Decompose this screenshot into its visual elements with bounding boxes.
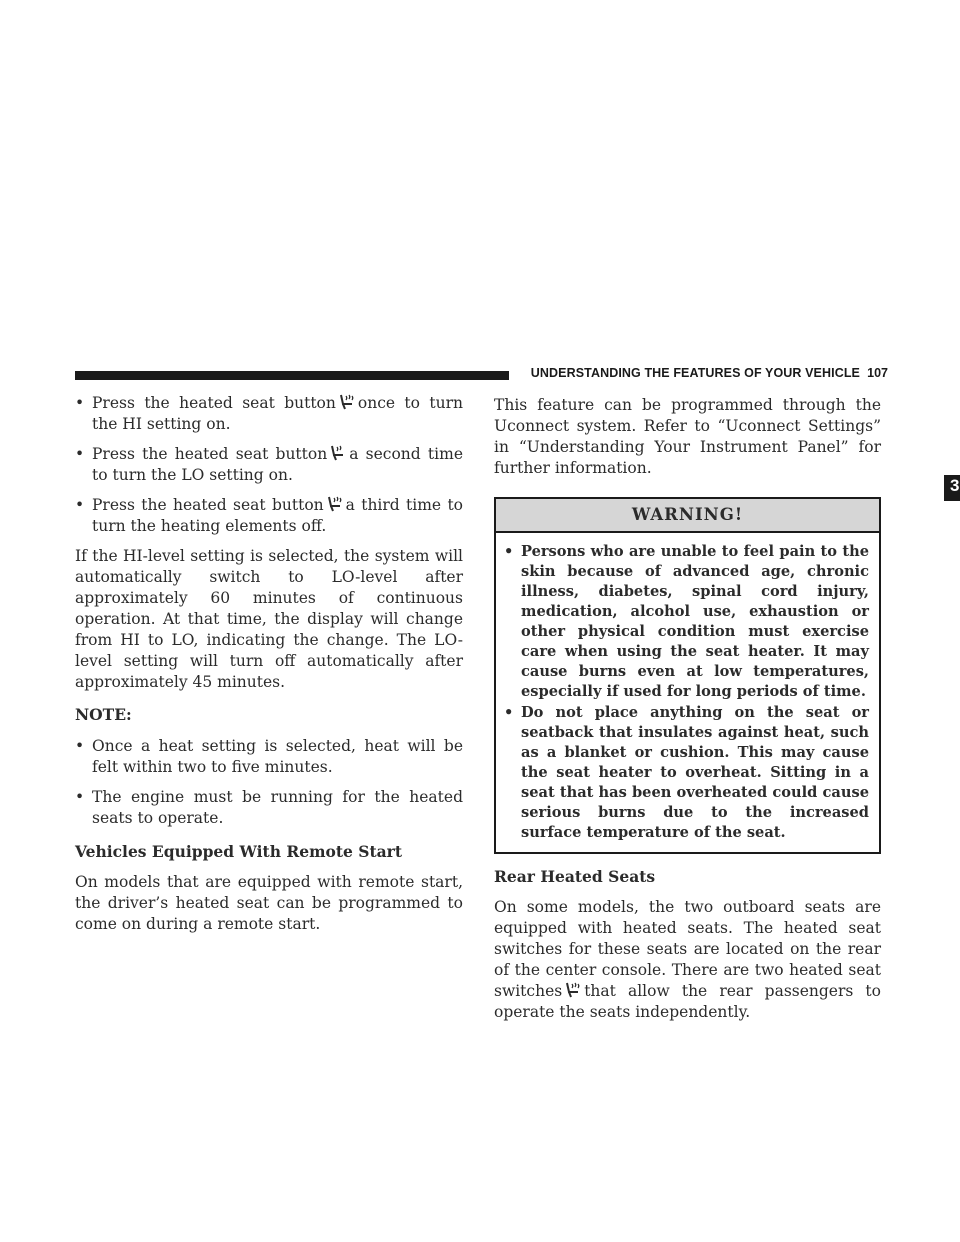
section-heading: Vehicles Equipped With Remote Start bbox=[75, 842, 402, 861]
warning-title: WARNING! bbox=[496, 499, 879, 533]
warning-box bbox=[494, 497, 881, 854]
left-column bbox=[75, 393, 463, 946]
section-heading: Rear Heated Seats bbox=[494, 867, 656, 886]
page-number: 107 bbox=[867, 366, 888, 380]
note-label: NOTE: bbox=[75, 705, 132, 724]
paragraph: This feature can be programmed through the Uconnect system. Refer to “Uconnect Settings” in “Understanding Your Instrument Panel” for further information. bbox=[494, 396, 881, 477]
bullet-icon: • bbox=[75, 788, 85, 806]
heated-seat-icon bbox=[329, 445, 347, 461]
chapter-number: 3 bbox=[950, 476, 960, 495]
paragraph: On some models, the two outboard seats are equipped with heated seats. The heated seat switches for these seats are located on the rear of the center console. There are two heated seat switches that allow the rear passengers to operate the seats independently. bbox=[494, 898, 881, 1021]
heated-seat-icon bbox=[338, 394, 356, 410]
right-column bbox=[494, 395, 881, 1034]
bullet-icon: • bbox=[75, 737, 85, 755]
bullet-icon: • bbox=[75, 496, 85, 514]
bullet-icon: • bbox=[504, 704, 514, 721]
header-bar bbox=[75, 371, 509, 380]
list-item: • Press the heated seat button a second time to turn the LO setting on. bbox=[75, 445, 463, 484]
paragraph: On models that are equipped with remote start, the driver’s heated seat can be programmed to come on during a remote start. bbox=[75, 873, 463, 933]
heated-seat-icon bbox=[326, 496, 344, 512]
list-item: • Press the heated seat button a third time to turn the heating elements off. bbox=[75, 496, 463, 535]
list-item: • Do not place anything on the seat or seatback that insulates against heat, such as a blanket or cushion. This may cause the seat heater to overheat. Sitting in a seat that has been overheated could cause serious burns due to the increased surface temperature of the seat. bbox=[504, 704, 869, 841]
list-item: • Once a heat setting is selected, heat will be felt within two to five minutes. bbox=[75, 737, 463, 776]
list-item: • The engine must be running for the heated seats to operate. bbox=[75, 788, 463, 827]
bullet-icon: • bbox=[75, 394, 85, 412]
bullet-icon: • bbox=[504, 543, 514, 560]
bullet-icon: • bbox=[75, 445, 85, 463]
warning-body bbox=[496, 533, 879, 852]
list-item: • Press the heated seat button once to turn the HI setting on. bbox=[75, 394, 463, 433]
heated-seat-icon bbox=[564, 982, 582, 998]
header-title: UNDERSTANDING THE FEATURES OF YOUR VEHICLE bbox=[530, 366, 860, 380]
list-item: • Persons who are unable to feel pain to the skin because of advanced age, chronic illness, diabetes, spinal cord injury, medication, alcohol use, exhaustion or other physical condition must exercise care when using the seat heater. It may cause burns even at low temperatures, especially if used for long periods of time. bbox=[504, 543, 869, 700]
paragraph: If the HI-level setting is selected, the system will automatically switch to LO-level after approximately 60 minutes of continuous operation. At that time, the display will change from HI to LO, indicating the change. The LO-level setting will turn off automatically after approximately 45 minutes. bbox=[75, 547, 463, 691]
